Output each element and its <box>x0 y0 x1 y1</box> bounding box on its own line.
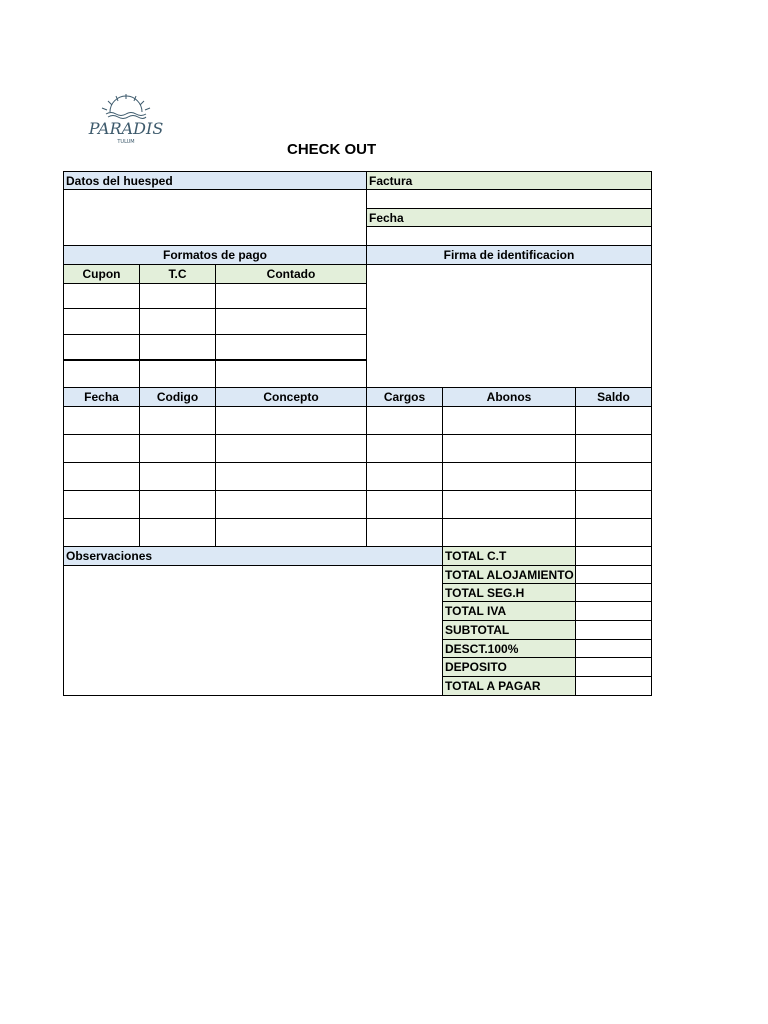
paradis-logo <box>88 92 164 148</box>
ledger-cell[interactable] <box>442 462 576 491</box>
factura-label: Factura <box>366 171 652 190</box>
total-ct-label: TOTAL C.T <box>442 546 576 566</box>
payment-cell[interactable] <box>63 308 140 335</box>
payment-cell[interactable] <box>139 334 216 361</box>
signature-header: Firma de identificacion <box>366 245 652 265</box>
ledger-cell[interactable] <box>139 406 216 435</box>
ledger-cell[interactable] <box>215 462 367 491</box>
total-a-pagar-label: TOTAL A PAGAR <box>442 676 576 696</box>
payment-formats-header: Formatos de pago <box>63 245 367 265</box>
total-iva-value[interactable] <box>575 601 652 621</box>
ledger-col-fecha: Fecha <box>63 387 140 407</box>
ledger-cell[interactable] <box>366 434 443 463</box>
ledger-cell[interactable] <box>139 518 216 547</box>
payment-col-cupon: Cupon <box>63 264 140 284</box>
ledger-cell[interactable] <box>366 518 443 547</box>
page-title: CHECK OUT <box>287 141 377 158</box>
ledger-cell[interactable] <box>366 462 443 491</box>
logo-subtitle: TULUM <box>117 139 135 145</box>
ledger-cell[interactable] <box>366 490 443 519</box>
payment-cell[interactable] <box>139 283 216 309</box>
ledger-cell[interactable] <box>63 434 140 463</box>
ledger-cell[interactable] <box>366 406 443 435</box>
discount-value[interactable] <box>575 639 652 658</box>
payment-cell[interactable] <box>139 308 216 335</box>
total-alojamiento-value[interactable] <box>575 565 652 584</box>
subtotal-value[interactable] <box>575 620 652 640</box>
total-alojamiento-label: TOTAL ALOJAMIENTO <box>442 565 576 584</box>
ledger-col-cargos: Cargos <box>366 387 443 407</box>
guest-data-label: Datos del huesped <box>63 171 367 190</box>
total-segh-value[interactable] <box>575 583 652 602</box>
total-iva-label: TOTAL IVA <box>442 601 576 621</box>
ledger-cell[interactable] <box>442 434 576 463</box>
ledger-cell[interactable] <box>442 490 576 519</box>
ledger-cell[interactable] <box>139 434 216 463</box>
ledger-cell[interactable] <box>575 462 652 491</box>
ledger-cell[interactable] <box>575 518 652 547</box>
ledger-col-abonos: Abonos <box>442 387 576 407</box>
payment-cell[interactable] <box>215 308 367 335</box>
ledger-cell[interactable] <box>215 406 367 435</box>
deposito-value[interactable] <box>575 657 652 677</box>
ledger-cell[interactable] <box>575 434 652 463</box>
ledger-col-concepto: Concepto <box>215 387 367 407</box>
ledger-cell[interactable] <box>63 406 140 435</box>
ledger-cell[interactable] <box>442 518 576 547</box>
discount-label: DESCT.100% <box>442 639 576 658</box>
payment-cell[interactable] <box>63 283 140 309</box>
ledger-cell[interactable] <box>575 406 652 435</box>
payment-cell[interactable] <box>215 334 367 361</box>
ledger-cell[interactable] <box>63 490 140 519</box>
ledger-cell[interactable] <box>215 518 367 547</box>
deposito-label: DEPOSITO <box>442 657 576 677</box>
payment-col-contado: Contado <box>215 264 367 284</box>
ledger-cell[interactable] <box>63 462 140 491</box>
subtotal-label: SUBTOTAL <box>442 620 576 640</box>
ledger-cell[interactable] <box>215 434 367 463</box>
ledger-cell[interactable] <box>139 490 216 519</box>
ledger-cell[interactable] <box>139 462 216 491</box>
fecha-label: Fecha <box>366 208 652 227</box>
payment-cell[interactable] <box>215 360 367 388</box>
ledger-cell[interactable] <box>575 490 652 519</box>
logo-name: PARADIS <box>88 119 164 138</box>
ledger-col-codigo: Codigo <box>139 387 216 407</box>
sun-waves-icon <box>88 92 164 148</box>
ledger-cell[interactable] <box>63 518 140 547</box>
ledger-cell[interactable] <box>442 406 576 435</box>
observations-label: Observaciones <box>63 546 443 566</box>
payment-cell[interactable] <box>139 360 216 388</box>
total-a-pagar-value[interactable] <box>575 676 652 696</box>
ledger-cell[interactable] <box>215 490 367 519</box>
total-segh-label: TOTAL SEG.H <box>442 583 576 602</box>
signature-field[interactable] <box>366 264 652 388</box>
payment-cell[interactable] <box>63 360 140 388</box>
guest-data-field[interactable] <box>63 189 367 246</box>
ledger-col-saldo: Saldo <box>575 387 652 407</box>
total-ct-value[interactable] <box>575 546 652 566</box>
payment-col-tc: T.C <box>139 264 216 284</box>
fecha-field[interactable] <box>366 226 652 246</box>
payment-cell[interactable] <box>215 283 367 309</box>
payment-cell[interactable] <box>63 334 140 361</box>
observations-field[interactable] <box>63 565 443 696</box>
factura-field[interactable] <box>366 189 652 209</box>
